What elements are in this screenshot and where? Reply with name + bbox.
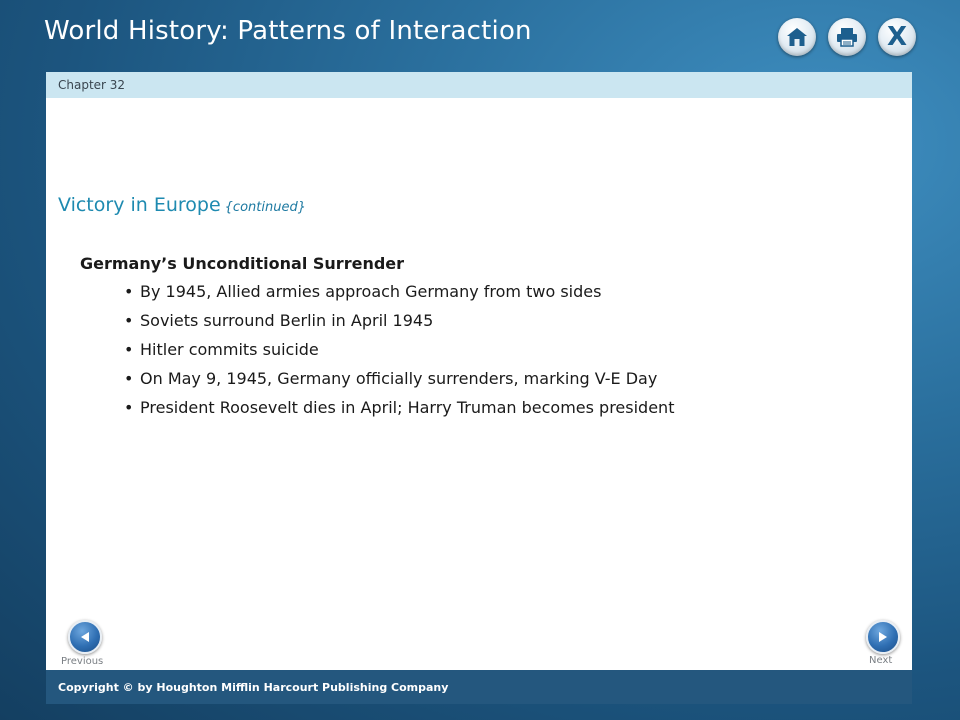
bullet-item: • Hitler commits suicide	[118, 340, 674, 369]
copyright-text: Copyright © by Houghton Mifflin Harcourt Publishing Company	[58, 680, 449, 694]
section-title-text: Victory in Europe	[58, 194, 221, 216]
print-button[interactable]	[828, 18, 866, 56]
content-panel	[46, 72, 912, 670]
bullet-list	[118, 282, 674, 427]
next-button[interactable]	[866, 620, 900, 654]
home-button[interactable]	[778, 18, 816, 56]
subheading: Germany’s Unconditional Surrender	[80, 254, 405, 273]
print-icon	[836, 27, 858, 47]
previous-label[interactable]: Previous	[61, 656, 104, 667]
bullet-item: • President Roosevelt dies in April; Harry Truman becomes president	[118, 398, 674, 427]
chapter-label: Chapter 32	[58, 78, 126, 92]
chapter-bar	[46, 72, 912, 98]
close-icon: X	[886, 22, 908, 52]
toolbar	[778, 18, 916, 56]
arrow-left-icon	[79, 628, 91, 647]
bullet-item: • Soviets surround Berlin in April 1945	[118, 311, 674, 340]
footer-bar	[46, 670, 912, 704]
next-label[interactable]: Next	[869, 655, 893, 666]
home-icon	[786, 27, 808, 47]
app-title: World History: Patterns of Interaction	[44, 16, 532, 46]
section-title	[58, 194, 306, 216]
bullet-item: • On May 9, 1945, Germany officially surrenders, marking V-E Day	[118, 369, 674, 398]
arrow-right-icon	[877, 628, 889, 647]
section-title-suffix: {continued}	[224, 200, 306, 215]
bullet-item: • By 1945, Allied armies approach Germany from two sides	[118, 282, 674, 311]
previous-button[interactable]	[68, 620, 102, 654]
close-button[interactable]	[878, 18, 916, 56]
